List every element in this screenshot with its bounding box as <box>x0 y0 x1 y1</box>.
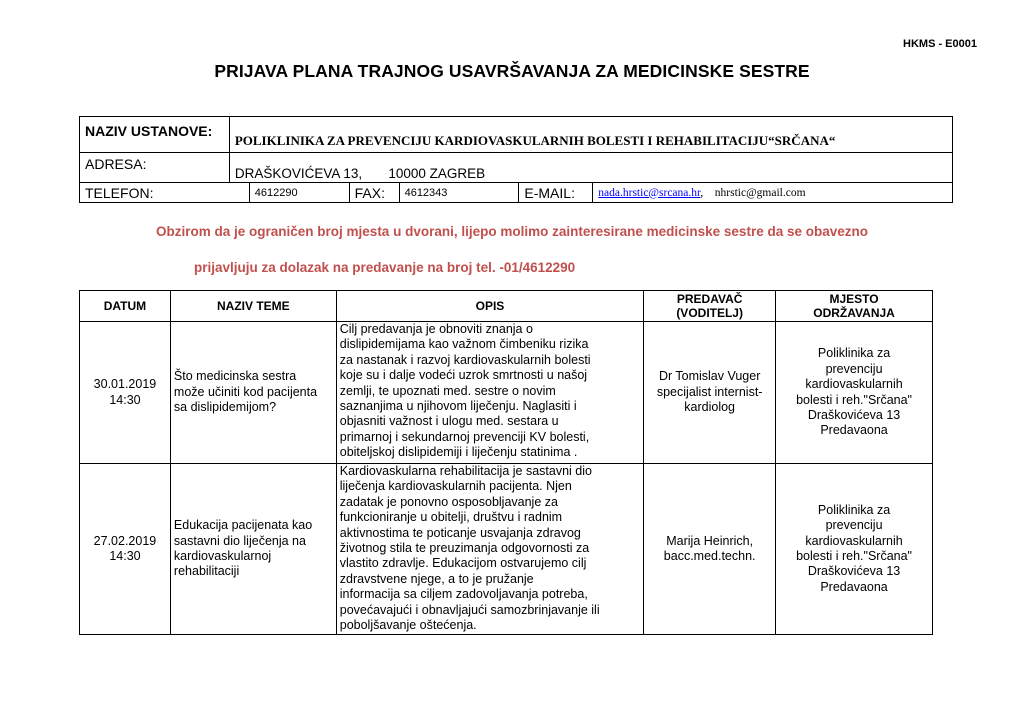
cell-date <box>80 322 171 464</box>
description-line: zdravstvene njege, a to je pružanje <box>339 571 534 586</box>
notice-line-1: Obzirom da je ograničen broj mjesta u dvorani, lijepo molimo zainteresirane medicinske sestre da se obavezno <box>156 224 868 239</box>
schedule-header-row <box>80 291 933 322</box>
form-code: HKMS - E0001 <box>903 38 977 50</box>
address-value: DRAŠKOVIĆEVA 13, 10000 ZAGREB <box>229 153 952 183</box>
location-line: bolesti i reh."Srčana" <box>796 392 912 407</box>
email-link-primary[interactable]: nada.hrstic@srcana.hr <box>598 186 701 199</box>
header-tema: NAZIV TEME <box>170 291 336 322</box>
phone-label: TELEFON: <box>80 183 250 203</box>
topic-line: sa dislipidemijom? <box>173 400 277 415</box>
cell-topic <box>170 322 336 464</box>
location-line: Draškovićeva 13 <box>807 407 901 422</box>
description-line: informacija sa ciljem zadovoljavanja potreba, <box>339 587 588 602</box>
phone-value: 4612290 <box>249 183 349 203</box>
email-values <box>593 183 953 203</box>
topic-line: Edukacija pacijenata kao <box>173 518 313 533</box>
cell-date <box>80 464 171 635</box>
description-line: vlastito zdravlje. Edukacijom ostvarujemo cilj <box>339 556 587 571</box>
cell-topic <box>170 464 336 635</box>
notice-line-2: prijavljuju za dolazak na predavanje na broj tel. -01/4612290 <box>194 260 576 275</box>
description-line: povećavajući i obnavljajući samozbrinjavanje ili <box>339 602 600 617</box>
lecturer-line: Dr Tomislav Vuger <box>658 369 761 384</box>
description-line: dislipidemijama kao važnom čimbeniku rizika <box>339 337 589 352</box>
lecturer-line: bacc.med.techn. <box>663 549 756 563</box>
description-line: zemlji, te upoznati med. sestre o novim <box>339 383 556 398</box>
header-predavac <box>644 291 776 322</box>
location-line: Predavaona <box>820 423 888 438</box>
description-line: za nastanak i razvoj kardiovaskularnih bolesti <box>339 352 591 367</box>
table-row <box>80 464 933 635</box>
header-predavac-line2: (VODITELJ) <box>676 306 743 320</box>
row-time: 14:30 <box>109 549 141 563</box>
description-line: obiteljskoj dislipidemiji i liječenju statinima . <box>339 445 578 460</box>
lecturer-line: specijalist internist- <box>656 384 763 399</box>
description-line: Kardiovaskularna rehabilitacija je sastavni dio <box>339 464 592 478</box>
description-line: primarnoj i sekundarnoj prevenciji KV bolesti, <box>339 429 590 444</box>
institution-name: POLIKLINIKA ZA PREVENCIJU KARDIOVASKULARNIH BOLESTI I REHABILITACIJU“SRČANA“ <box>229 117 952 153</box>
location-line: Draškovićeva 13 <box>807 564 901 579</box>
location-line: prevenciju <box>825 361 883 376</box>
header-datum: DATUM <box>80 291 171 322</box>
table-row <box>80 322 933 464</box>
description-line: koje su i dalje vodeći uzrok smrtnosti u našoj <box>339 368 588 383</box>
description-line: Cilj predavanja je obnoviti znanja o <box>339 322 533 336</box>
location-line: Poliklinika za <box>817 502 891 517</box>
topic-line: kardiovaskularnoj <box>173 549 272 563</box>
location-line: kardiovaskularnih <box>805 377 903 392</box>
header-predavac-line1: PREDAVAČ <box>676 292 743 306</box>
header-opis: OPIS <box>336 291 643 322</box>
description-line: liječenja kardiovaskularnih pacijenta. Njen <box>339 479 572 494</box>
page-title: PRIJAVA PLANA TRAJNOG USAVRŠAVANJA ZA MEDICINSKE SESTRE <box>214 61 810 81</box>
topic-line: može učiniti kod pacijenta <box>173 384 318 399</box>
location-line: prevenciju <box>825 518 883 533</box>
lecturer-line: kardiolog <box>684 400 736 415</box>
schedule-table <box>79 290 933 635</box>
description-line: funkcioniranje u obitelji, društvu i radnim <box>339 510 563 525</box>
fax-label: FAX: <box>349 183 399 203</box>
email-label: E-MAIL: <box>519 183 593 203</box>
cell-description <box>336 464 643 635</box>
institution-name-label: NAZIV USTANOVE: <box>80 117 230 153</box>
cell-location <box>776 464 933 635</box>
institution-table <box>79 116 953 203</box>
header-mjesto-line2: ODRŽAVANJA <box>813 306 895 320</box>
location-line: bolesti i reh."Srčana" <box>796 549 912 563</box>
description-line: saznanjima u njihovom liječenju. Naglasiti i <box>339 399 577 414</box>
row-date: 30.01.2019 <box>93 377 157 392</box>
description-line: zadatak je ponovno osposobljavanje za <box>339 494 558 509</box>
topic-line: sastavni dio liječenja na <box>173 533 306 548</box>
description-line: poboljšavanje oštećenja. <box>339 618 477 633</box>
location-line: Poliklinika za <box>817 346 891 361</box>
description-line: objasniti važnost i ulogu med. sestara u <box>339 414 559 429</box>
cell-lecturer <box>644 322 776 464</box>
cell-lecturer <box>644 464 776 635</box>
row-date: 27.02.2019 <box>93 533 157 548</box>
topic-line: rehabilitaciji <box>173 564 240 579</box>
row-time: 14:30 <box>109 392 141 407</box>
description-line: aktivnostima te poticanje usvajanja zdravog <box>339 525 581 540</box>
location-line: Predavaona <box>820 579 888 594</box>
header-mjesto <box>776 291 933 322</box>
header-mjesto-line1: MJESTO <box>829 292 879 306</box>
description-line: životnog stila te preuzimanja odgovornosti za <box>339 541 590 556</box>
address-label: ADRESA: <box>80 153 230 183</box>
fax-value: 4612343 <box>399 183 519 203</box>
cell-description <box>336 322 643 464</box>
location-line: kardiovaskularnih <box>805 533 903 548</box>
email-separator: , <box>700 186 704 199</box>
lecturer-line: Marija Heinrich, <box>666 533 754 548</box>
topic-line: Što medicinska sestra <box>173 369 297 384</box>
cell-location <box>776 322 933 464</box>
email-secondary: nhrstic@gmail.com <box>714 186 806 199</box>
